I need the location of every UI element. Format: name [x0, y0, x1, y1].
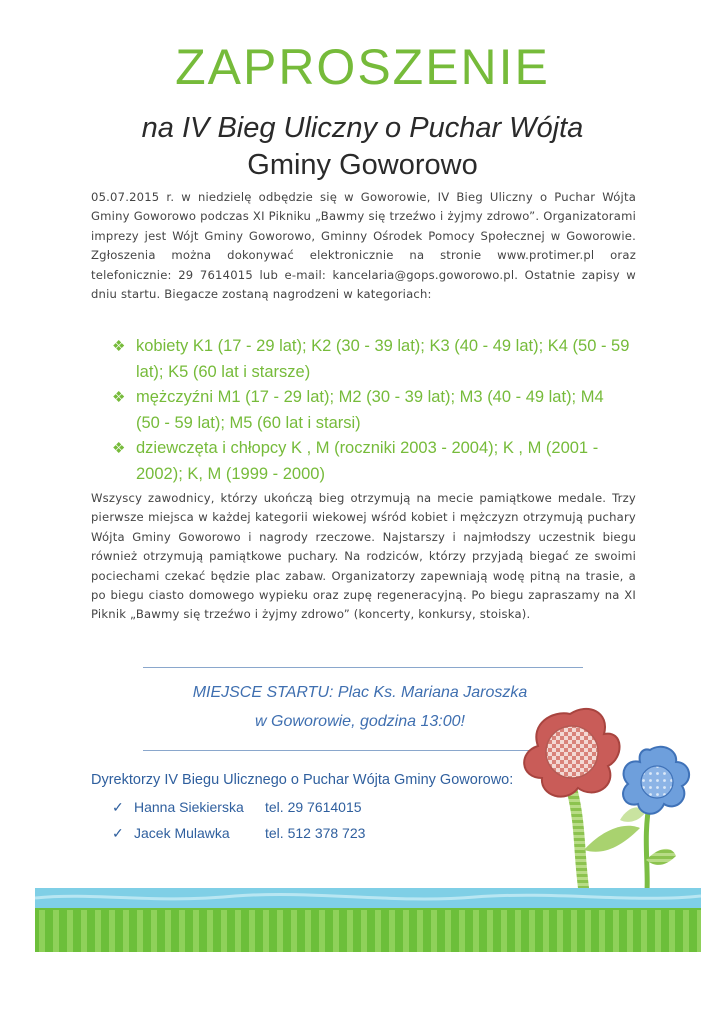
- divider-top: [143, 667, 583, 668]
- diamond-bullet-icon: ❖: [112, 389, 126, 406]
- director-phone: tel. 29 7614015: [265, 799, 362, 815]
- diamond-bullet-icon: ❖: [112, 440, 126, 457]
- checkmark-icon: ✓: [112, 799, 124, 815]
- category-item-youth: [112, 436, 632, 487]
- categories-list: [112, 334, 632, 487]
- category-text: dziewczęta i chłopcy K , M (roczniki 2003 - 2004); K , M (2001 - 2002); K, M (1999 - 2000): [136, 439, 599, 483]
- category-item-men: [112, 385, 632, 436]
- director-phone: tel. 512 378 723: [265, 825, 366, 841]
- prizes-paragraph: Wszyscy zawodnicy, którzy ukończą bieg otrzymują na mecie pamiątkowe medale. Trzy pierwsze miejsca w każdej kategorii wiekowej wśród kobiet i mężczyzn otrzymują puchary Wójta Gminy Goworowo i nagrody rzeczowe. Najstarszy i najmłodszy uczestnik biegu również otrzymują pamiątkowe puchary. Na rodziców, którzy przyjadą biegać ze swoimi pociechami czekać będzie plac zabaw. Organizatorzy zapewniają wodę pitną na trasie, a po biegu ciasto domowego wypieku oraz zupę regeneracyjną. Po biegu zapraszamy na XI Piknik „Bawmy się trzeźwo i żyjmy zdrowo” (koncerty, konkursy, stoiska).: [91, 491, 636, 622]
- category-item-women: [112, 334, 632, 385]
- director-name: Jacek Mulawka: [134, 825, 230, 841]
- start-location-line-2: w Goworowie, godzina 13:00!: [255, 713, 465, 730]
- decorative-flower-blue-icon: [623, 747, 689, 814]
- decorative-flower-red-icon: [524, 709, 619, 797]
- grass-strip: [35, 888, 701, 952]
- decorative-flowers: [500, 700, 710, 905]
- subtitle: [0, 110, 725, 184]
- subtitle-line-1: na IV Bieg Uliczny o Puchar Wójta: [141, 112, 584, 144]
- subtitle-line-2: Gminy Goworowo: [247, 149, 478, 181]
- director-row: [112, 825, 365, 842]
- diamond-bullet-icon: ❖: [112, 338, 126, 355]
- checkmark-icon: ✓: [112, 825, 124, 841]
- director-row: [112, 799, 362, 816]
- category-text: kobiety K1 (17 - 29 lat); K2 (30 - 39 lat); K3 (40 - 49 lat); K4 (50 - 59 lat); K5 (60 lat i starsze): [136, 337, 630, 381]
- category-text: mężczyźni M1 (17 - 29 lat); M2 (30 - 39 lat); M3 (40 - 49 lat); M4 (50 - 59 lat); M5 (60 lat i starsi): [136, 388, 604, 432]
- director-name: Hanna Siekierska: [134, 799, 244, 815]
- start-location-line-1: MIEJSCE STARTU: Plac Ks. Mariana Jaroszka: [192, 684, 528, 701]
- intro-paragraph: 05.07.2015 r. w niedzielę odbędzie się w Goworowie, IV Bieg Uliczny o Puchar Wójta Gminy Goworowo podczas XI Pikniku „Bawmy się trzeźwo i żyjmy zdrowo”. Organizatorami imprezy jest Wójt Gminy Goworowo, Gminny Ośrodek Pomocy Społecznej w Goworowie. Zgłoszenia można dokonywać elektronicznie na stronie www.protimer.pl oraz telefonicznie: 29 7614015 lub e-mail: kancelaria@gops.goworowo.pl. Ostatnie zapisy w dniu startu. Biegacze zostaną nagrodzeni w kategoriach:: [91, 190, 636, 302]
- page-title: ZAPROSZENIE: [175, 39, 550, 95]
- directors-heading: Dyrektorzy IV Biegu Ulicznego o Puchar Wójta Gminy Goworowo:: [91, 772, 514, 788]
